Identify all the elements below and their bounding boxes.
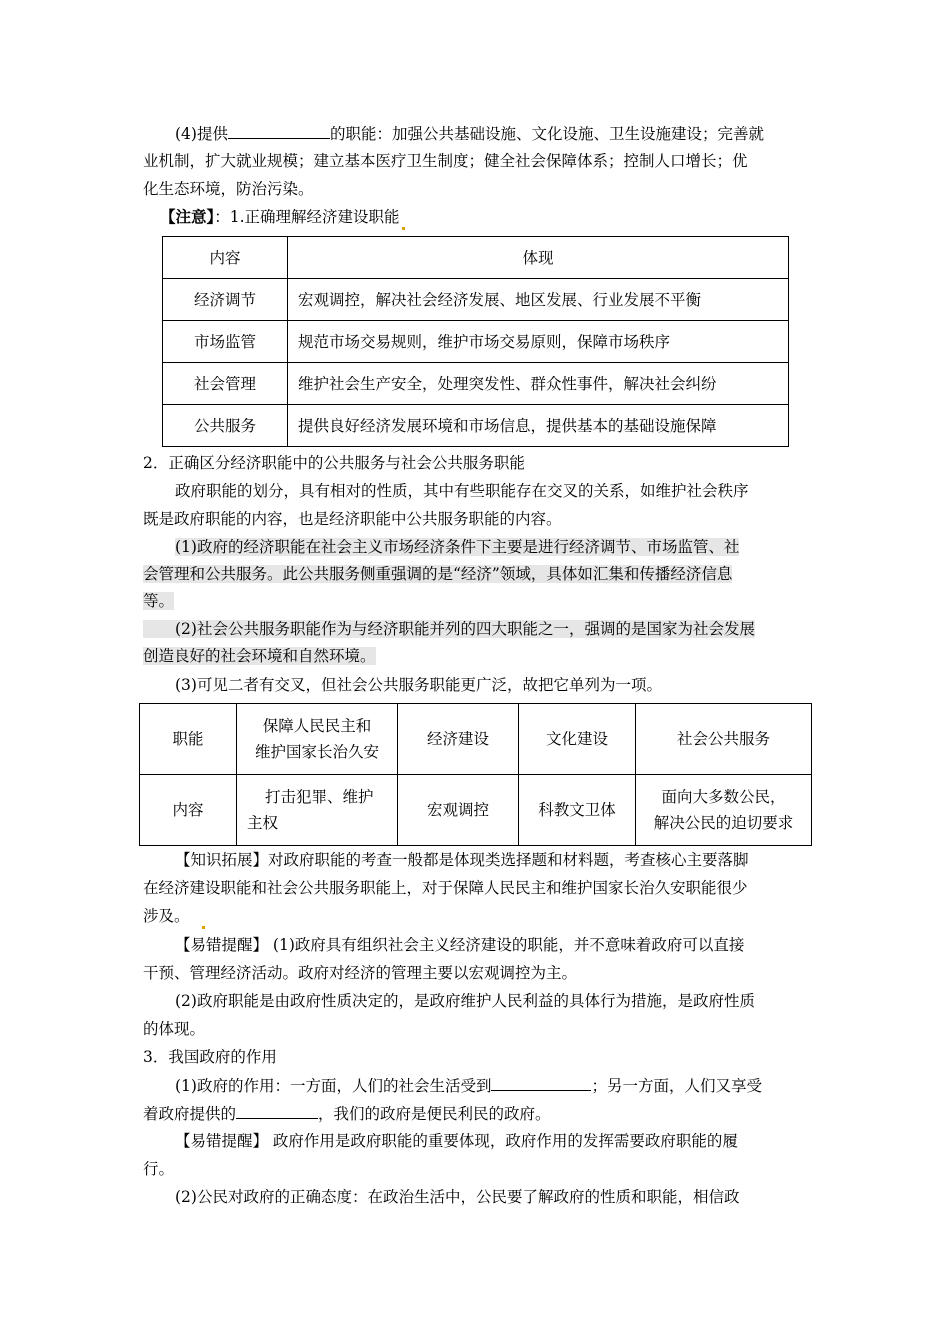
table-cell: 文化建设 (519, 704, 636, 775)
tip-line: 【易错提醒】 (1)政府具有组织社会主义经济建设的职能，并不意味着政府可以直接 (175, 936, 745, 954)
table-row (140, 704, 812, 775)
economic-functions-table (162, 236, 789, 447)
highlighted-line (175, 534, 808, 560)
cell-line: 解决公民的迫切要求 (653, 814, 794, 832)
note-bracket: 【注意】 (160, 207, 215, 226)
table-row (163, 279, 789, 321)
section-3-paragraph-line (143, 1100, 808, 1126)
highlight-text: (2)社会公共服务职能作为与经济职能并列的四大职能之一，强调的是国家为社会发展 (143, 620, 755, 638)
fill-blank[interactable] (491, 1072, 591, 1091)
highlighted-line (143, 561, 808, 587)
cell-line: 面向大多数公民， (661, 788, 786, 806)
section-3-tip-line: 【易错提醒】 政府作用是政府职能的重要体现，政府作用的发挥需要政府职能的履 (175, 1132, 738, 1150)
table-cell: 经济建设 (398, 704, 519, 775)
extension-line: 在经济建设职能和社会公共服务职能上，对于保障人民民主和维护国家长治久安职能很少 (143, 879, 748, 897)
highlight-text: 等。 (143, 592, 175, 610)
extension-line (143, 903, 808, 929)
table-cell (237, 704, 398, 775)
highlighted-line (143, 643, 808, 669)
table-cell: 维护社会生产安全，处理突发性、群众性事件，解决社会纠纷 (288, 363, 789, 405)
section-2-paragraph-line: 政府职能的划分，具有相对的性质，其中有些职能存在交叉的关系，如维护社会秩序 (175, 482, 749, 500)
section-3-paragraph-line (175, 1072, 808, 1098)
text: (1)政府的作用：一方面，人们的社会生活受到 (175, 1077, 492, 1095)
table-row (163, 321, 789, 363)
text: 涉及。 (143, 907, 190, 925)
highlight-text: 创造良好的社会环境和自然环境。 (143, 647, 376, 665)
table-cell: 经济调节 (163, 279, 288, 321)
table-row (163, 363, 789, 405)
table-cell: 公共服务 (163, 405, 288, 447)
section-3-title: 3．我国政府的作用 (143, 1048, 277, 1066)
cell-line: 主权 (247, 814, 279, 832)
table-cell: 市场监管 (163, 321, 288, 363)
table-header-row (163, 237, 789, 279)
table-cell: 宏观调控，解决社会经济发展、地区发展、行业发展不平衡 (288, 279, 789, 321)
table-cell: 内容 (140, 775, 237, 846)
paragraph-4-line-3: 化生态环境，防治污染。 (143, 180, 314, 198)
section-2-paragraph-line: 既是政府职能的内容，也是经济职能中公共服务职能的内容。 (143, 510, 562, 528)
table-cell: 社会管理 (163, 363, 288, 405)
table-row (140, 775, 812, 846)
note-text: ：1.正确理解经济建设职能 (214, 208, 400, 226)
mark-dot (402, 227, 405, 230)
highlighted-line (143, 616, 808, 642)
section-2-paragraph-line: (3)可见二者有交叉，但社会公共服务职能更广泛，故把它单列为一项。 (175, 676, 662, 694)
tip-line: (2)政府职能是由政府性质决定的，是政府维护人民利益的具体行为措施，是政府性质 (175, 992, 755, 1010)
section-3-tip-line: 行。 (143, 1160, 175, 1178)
tip-line: 的体现。 (143, 1020, 206, 1038)
highlight-text: 会管理和公共服务。此公共服务侧重强调的是“经济”领域，具体如汇集和传播经济信息 (143, 565, 733, 583)
table-cell: 宏观调控 (398, 775, 519, 846)
section-2-title: 2．正确区分经济职能中的公共服务与社会公共服务职能 (143, 454, 525, 472)
text: (4)提供 (175, 125, 228, 143)
table-cell: 规范市场交易规则，维护市场交易原则，保障市场秩序 (288, 321, 789, 363)
text: ，我们的政府是便民利民的政府。 (318, 1105, 551, 1123)
text: ；另一方面，人们又享受 (591, 1077, 762, 1095)
table-cell: 职能 (140, 704, 237, 775)
text: 着政府提供的 (143, 1105, 237, 1123)
fill-blank[interactable] (228, 120, 330, 139)
table-header-cell: 内容 (163, 237, 288, 279)
cell-line: 打击犯罪、维护 (265, 788, 374, 806)
cell-line: 维护国家长治久安 (254, 743, 379, 761)
table-row (163, 405, 789, 447)
fill-blank[interactable] (236, 1100, 318, 1119)
cell-line: 保障人民民主和 (262, 717, 372, 735)
table-cell: 社会公共服务 (636, 704, 812, 775)
extension-line: 【知识拓展】对政府职能的考查一般都是体现类选择题和材料题，考查核心主要落脚 (175, 851, 749, 869)
table-cell: 提供良好经济发展环境和市场信息，提供基本的基础设施保障 (288, 405, 789, 447)
table-header-cell: 体现 (288, 237, 789, 279)
tip-line: 干预、管理经济活动。政府对经济的管理主要以宏观调控为主。 (143, 964, 578, 982)
table-cell (636, 775, 812, 846)
section-3-paragraph-line: (2)公民对政府的正确态度：在政治生活中，公民要了解政府的性质和职能，相信政 (175, 1188, 740, 1206)
note-heading (160, 204, 825, 230)
text: 的职能：加强公共基础设施、文化设施、卫生设施建设；完善就 (329, 125, 764, 143)
highlight-text: (1)政府的经济职能在社会主义市场经济条件下主要是进行经济调节、市场监管、社 (175, 538, 740, 556)
table-cell: 科教文卫体 (519, 775, 636, 846)
highlighted-line (143, 588, 808, 614)
government-functions-table (139, 703, 812, 846)
mark-dot (202, 926, 205, 929)
paragraph-4-line-2: 业机制，扩大就业规模；建立基本医疗卫生制度；健全社会保障体系；控制人口增长；优 (143, 152, 748, 170)
paragraph-4-line-1 (175, 120, 808, 146)
table-cell (237, 775, 398, 846)
